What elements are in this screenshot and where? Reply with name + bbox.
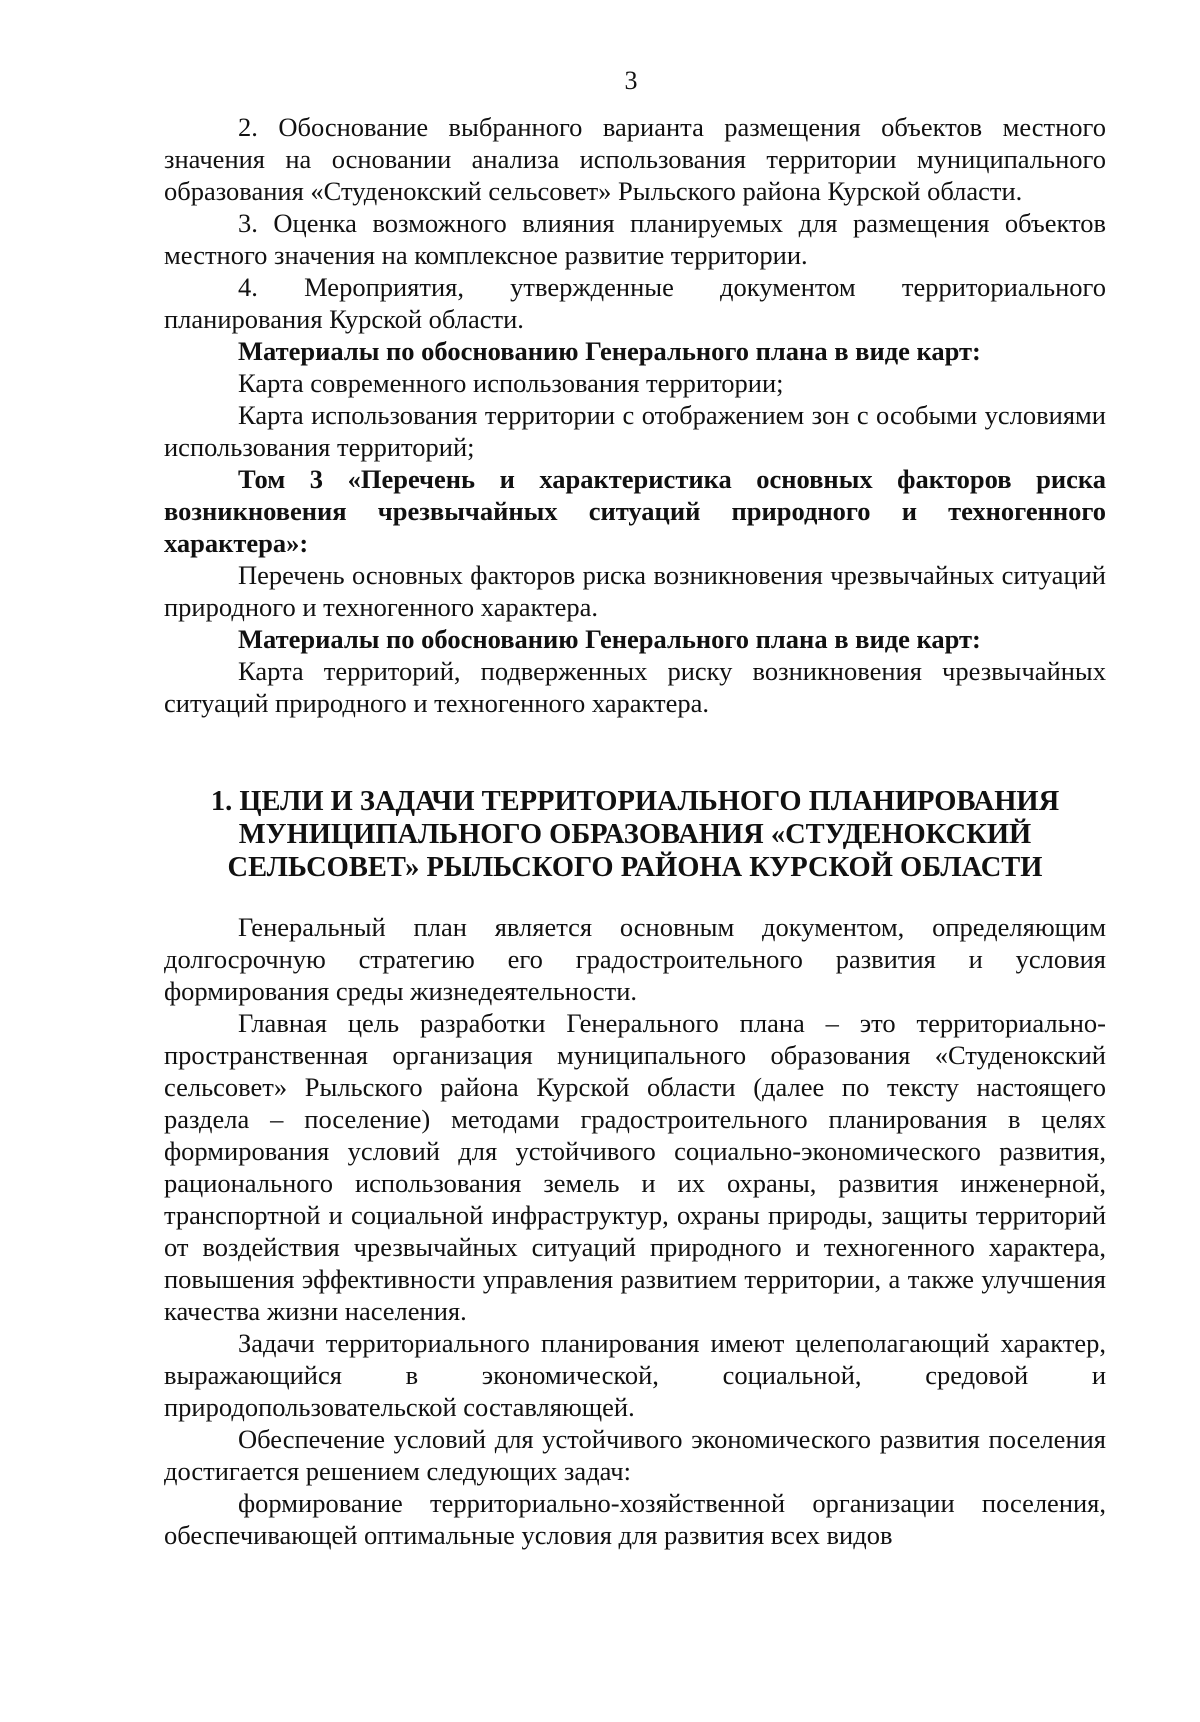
risk-factors-list-item: Перечень основных факторов риска возникновения чрезвычайных ситуаций природного и техногенного характера. (164, 560, 1106, 622)
intro-text-block (164, 111, 1106, 719)
maps-materials-heading: Материалы по обоснованию Генерального плана в виде карт: (238, 336, 981, 366)
section-text-block (164, 911, 1106, 1551)
map-item-current-use: Карта современного использования территории; (238, 368, 784, 398)
section-heading-line: СЕЛЬСОВЕТ» РЫЛЬСКОГО РАЙОНА КУРСКОЙ ОБЛАСТИ (227, 852, 1043, 883)
paragraph-item-4: 4. Мероприятия, утвержденные документом территориального планирования Курской области. (164, 272, 1106, 334)
economic-conditions-paragraph: Обеспечение условий для устойчивого экономического развития поселения достигается решением следующих задач: (164, 1424, 1106, 1486)
page-number: 3 (624, 66, 638, 95)
main-goal-paragraph: Главная цель разработки Генерального плана – это территориально-пространственная организация муниципального образования «Студенокский сельсовет» Рыльского района Курской области (далее по тексту настоящего раздела – поселение) методами градостроительного планирования в целях формирования условий для устойчивого социально-экономического развития, рационального использования земель и их охраны, развития инженерной, транспортной и социальной инфраструктур, охраны природы, защиты территорий от воздействия чрезвычайных ситуаций природного и техногенного характера, повышения эффективности управления развитием территории, а также улучшения качества жизни населения. (164, 1008, 1106, 1326)
task-item-paragraph: формирование территориально-хозяйственной организации поселения, обеспечивающей оптимальные условия для развития всех видов (164, 1488, 1106, 1550)
general-plan-paragraph: Генеральный план является основным документом, определяющим долгосрочную стратегию его градостроительного развития и условия формирования среды жизнедеятельности. (164, 912, 1106, 1006)
section-heading-line: 1. ЦЕЛИ И ЗАДАЧИ ТЕРРИТОРИАЛЬНОГО ПЛАНИРОВАНИЯ (210, 786, 1060, 817)
tasks-paragraph: Задачи территориального планирования имеют целеполагающий характер, выражающийся в экономической, социальной, средовой и природопользовательской составляющей. (164, 1328, 1106, 1422)
volume-3-heading: Том 3 «Перечень и характеристика основных факторов риска возникновения чрезвычайных ситуаций природного и техногенного характера»: (164, 464, 1106, 558)
maps-materials-heading-2: Материалы по обоснованию Генерального плана в виде карт: (238, 624, 981, 654)
section-heading (164, 785, 1106, 884)
paragraph-item-3: 3. Оценка возможного влияния планируемых для размещения объектов местного значения на комплексное развитие территории. (164, 208, 1106, 270)
map-item-risk-territories: Карта территорий, подверженных риску возникновения чрезвычайных ситуаций природного и техногенного характера. (164, 656, 1106, 718)
section-heading-line: МУНИЦИПАЛЬНОГО ОБРАЗОВАНИЯ «СТУДЕНОКСКИЙ (238, 819, 1032, 850)
paragraph-item-2: 2. Обоснование выбранного варианта размещения объектов местного значения на основании анализа использования территории муниципального образования «Студенокский сельсовет» Рыльского района Курской области. (164, 112, 1106, 206)
map-item-special-zones: Карта использования территории с отображением зон с особыми условиями использования территорий; (164, 400, 1106, 462)
